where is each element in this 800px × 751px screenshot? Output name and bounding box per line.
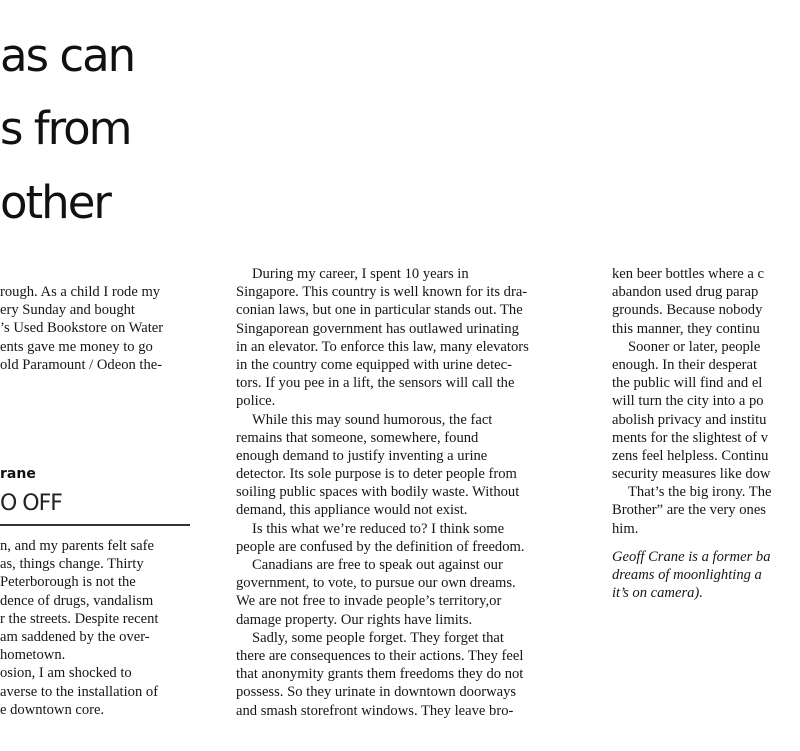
text-line: in an elevator. To enforce this law, many elevators bbox=[236, 338, 529, 355]
author-byline: rane bbox=[0, 466, 36, 482]
text-line: police. bbox=[236, 393, 276, 410]
column-1-intro bbox=[0, 283, 163, 374]
text-line: ments for the slightest of v bbox=[612, 429, 769, 446]
text-line: Sadly, some people forget. They forget that bbox=[252, 629, 504, 646]
text-line: Geoff Crane is a former ba bbox=[612, 549, 771, 565]
text-line: abandon used drug parap bbox=[612, 284, 759, 301]
text-line: Peterborough is not the bbox=[0, 574, 136, 591]
author-bio bbox=[612, 548, 771, 603]
text-line: old Paramount / Odeon the- bbox=[0, 356, 163, 373]
text-line: dreams of moonlighting a bbox=[612, 567, 762, 584]
text-line: possess. So they urinate in downtown doorways bbox=[236, 684, 517, 701]
text-line: enough. In their desperat bbox=[612, 356, 758, 373]
column-3-body bbox=[612, 265, 771, 538]
page-bottom-edge bbox=[0, 733, 800, 751]
text-line: grounds. Because nobody bbox=[612, 302, 763, 319]
text-line: We are not free to invade people’s territory,or bbox=[236, 593, 502, 610]
text-line: ents gave me money to go bbox=[0, 338, 153, 355]
text-line: hometown. bbox=[0, 647, 66, 664]
section-tag: O OFF bbox=[0, 491, 62, 516]
headline-line-2: s from bbox=[0, 102, 131, 155]
text-line: ery Sunday and bought bbox=[0, 302, 135, 319]
text-line: averse to the installation of bbox=[0, 683, 159, 700]
text-line: soiling public spaces with bodily waste. Without bbox=[236, 484, 520, 501]
text-line: people are confused by the definition of freedom. bbox=[236, 538, 525, 555]
text-line: dence of drugs, vandalism bbox=[0, 592, 154, 609]
text-line: e downtown core. bbox=[0, 701, 105, 718]
text-line: enough demand to justify inventing a urine bbox=[236, 447, 488, 464]
text-line: and smash storefront windows. They leave bro- bbox=[236, 702, 514, 719]
text-line: During my career, I spent 10 years in bbox=[252, 266, 469, 282]
text-line: him. bbox=[612, 520, 639, 537]
text-line: this manner, they continu bbox=[612, 320, 760, 337]
text-line: Is this what we’re reduced to? I think some bbox=[252, 520, 505, 537]
text-line: tors. If you pee in a lift, the sensors will call the bbox=[236, 375, 515, 392]
text-line: That’s the big irony. The bbox=[628, 484, 772, 501]
text-line: security measures like dow bbox=[612, 466, 771, 483]
text-line: ken beer bottles where a c bbox=[612, 266, 764, 282]
text-line: demand, this appliance would not exist. bbox=[236, 502, 468, 519]
text-line: Singapore. This country is well known for its dra- bbox=[236, 284, 528, 301]
text-line: ’s Used Bookstore on Water bbox=[0, 320, 164, 337]
text-line: detector. Its sole purpose is to deter people from bbox=[236, 466, 517, 483]
text-line: osion, I am shocked to bbox=[0, 665, 132, 682]
text-line: in the country come equipped with urine detec- bbox=[236, 356, 512, 373]
text-line: will turn the city into a po bbox=[612, 393, 764, 410]
text-line: Singaporean government has outlawed urinating bbox=[236, 320, 519, 337]
divider-rule bbox=[0, 524, 190, 526]
headline-line-1: as can bbox=[0, 29, 135, 82]
text-line: damage property. Our rights have limits. bbox=[236, 611, 473, 628]
text-line: it’s on camera). bbox=[612, 585, 703, 602]
text-line: Canadians are free to speak out against our bbox=[252, 557, 503, 573]
text-line: Sooner or later, people bbox=[628, 338, 761, 355]
column-2-body bbox=[236, 265, 529, 720]
text-line: zens feel helpless. Continu bbox=[612, 447, 769, 464]
text-line: remains that someone, somewhere, found bbox=[236, 429, 479, 446]
text-line: am saddened by the over- bbox=[0, 628, 150, 645]
column-1-body bbox=[0, 537, 158, 719]
text-line: n, and my parents felt safe bbox=[0, 538, 154, 554]
text-line: Brother” are the very ones bbox=[612, 502, 766, 519]
text-line: that anonymity grants them freedoms they do not bbox=[236, 666, 524, 683]
text-line: the public will find and el bbox=[612, 375, 763, 392]
text-line: as, things change. Thirty bbox=[0, 556, 144, 573]
text-line: there are consequences to their actions. They feel bbox=[236, 647, 524, 664]
text-line: rough. As a child I rode my bbox=[0, 284, 161, 300]
text-line: While this may sound humorous, the fact bbox=[252, 411, 493, 428]
text-line: abolish privacy and institu bbox=[612, 411, 767, 428]
text-line: government, to vote, to pursue our own dreams. bbox=[236, 575, 516, 592]
text-line: conian laws, but one in particular stands out. The bbox=[236, 302, 523, 319]
text-line: r the streets. Despite recent bbox=[0, 610, 159, 627]
headline-line-3: other bbox=[0, 176, 110, 229]
